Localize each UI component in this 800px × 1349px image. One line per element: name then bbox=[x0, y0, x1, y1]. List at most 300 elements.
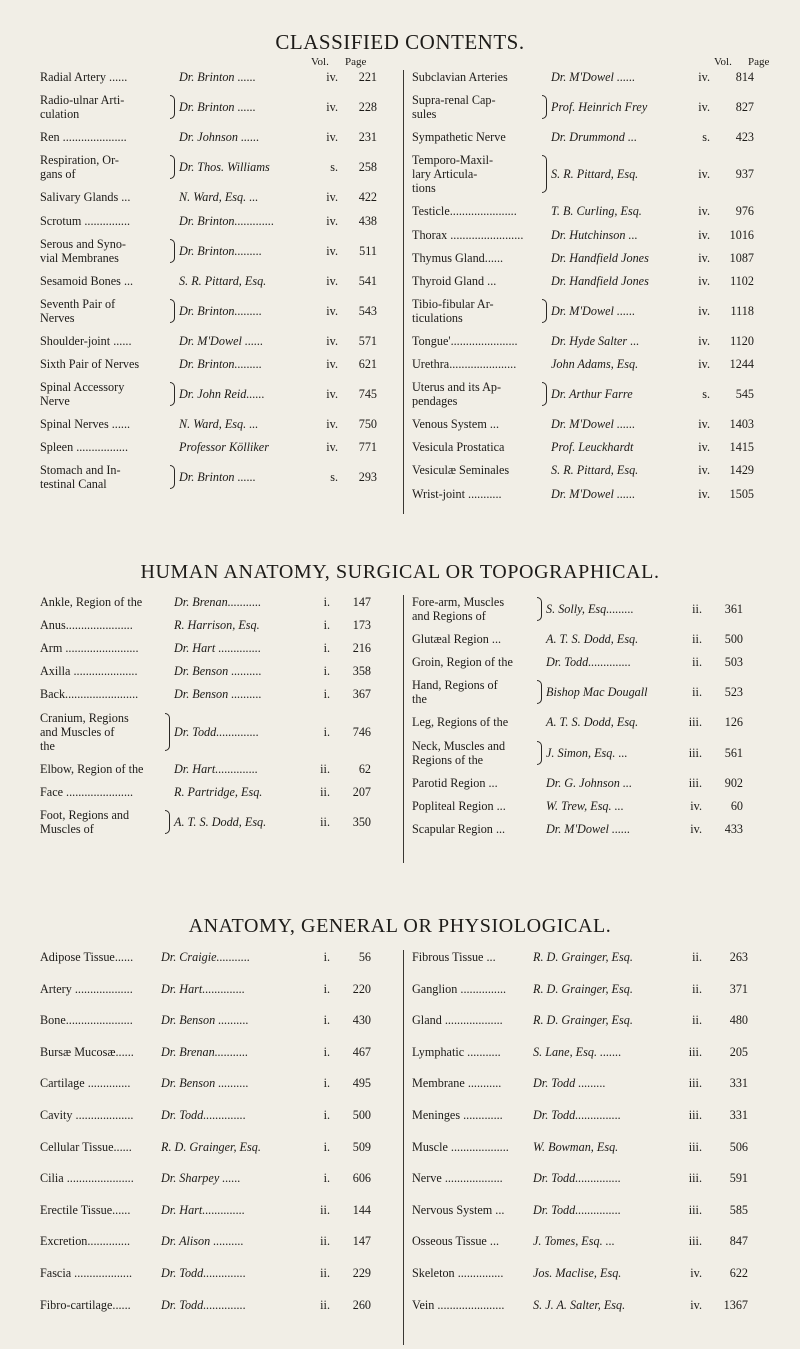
column-divider-top bbox=[403, 70, 404, 514]
entry-brace bbox=[170, 155, 175, 179]
entry-subject-line: Wrist-joint ........... bbox=[412, 486, 502, 501]
entry-page: 438 bbox=[358, 213, 377, 228]
entry-subject-line: Fore-arm, Muscles bbox=[412, 595, 505, 609]
index-entry bbox=[40, 297, 395, 325]
entry-volume: iv. bbox=[326, 213, 338, 228]
entry-volume: iii. bbox=[688, 1202, 702, 1217]
entry-volume: i. bbox=[323, 595, 330, 609]
index-entry bbox=[40, 1108, 395, 1122]
entry-volume: s. bbox=[702, 130, 710, 145]
entry-volume: iv. bbox=[326, 357, 338, 371]
entry-page: 541 bbox=[358, 273, 377, 288]
entry-page: 511 bbox=[359, 243, 377, 258]
entry-page: 591 bbox=[729, 1171, 748, 1186]
entry-subject-line: Adipose Tissue...... bbox=[40, 950, 134, 964]
entry-volume: iv. bbox=[698, 70, 710, 84]
entry-page: 827 bbox=[735, 100, 754, 115]
index-entry bbox=[40, 93, 395, 121]
section-title-general-anatomy: ANATOMY, GENERAL OR PHYSIOLOGICAL. bbox=[188, 915, 612, 937]
entry-subject bbox=[40, 982, 133, 996]
index-entry bbox=[412, 417, 767, 431]
entry-author: S. R. Pittard, Esq. bbox=[179, 273, 267, 288]
entry-subject-line: Lymphatic ........... bbox=[412, 1044, 501, 1059]
entry-volume: ii. bbox=[320, 761, 330, 776]
entry-subject bbox=[40, 1234, 130, 1248]
index-entry bbox=[412, 380, 767, 408]
entry-volume: iv. bbox=[698, 440, 710, 455]
index-entry bbox=[40, 417, 395, 431]
entry-volume: iv. bbox=[326, 243, 338, 258]
entry-subject-line: gans of bbox=[40, 167, 76, 182]
entry-subject bbox=[412, 70, 508, 84]
entry-subject-line: ticulations bbox=[412, 310, 463, 325]
entry-subject-line: Scapular Region ... bbox=[412, 821, 506, 836]
entry-page: 1016 bbox=[729, 227, 754, 242]
entry-subject bbox=[412, 1234, 499, 1248]
entry-brace bbox=[170, 465, 175, 489]
entry-author: Dr. Todd.............. bbox=[546, 655, 631, 670]
entry-page: 147 bbox=[352, 1234, 371, 1249]
entry-subject bbox=[40, 1076, 130, 1090]
entry-subject bbox=[40, 380, 124, 408]
entry-subject-line: Anus...................... bbox=[40, 618, 133, 633]
entry-subject-line: lary Articula- bbox=[412, 167, 478, 182]
entry-subject-line: Tongue'...................... bbox=[412, 333, 518, 348]
entry-subject bbox=[412, 334, 518, 348]
entry-volume: iv. bbox=[326, 273, 338, 288]
index-entry bbox=[412, 776, 767, 790]
entry-page: 571 bbox=[358, 333, 377, 348]
entry-volume: i. bbox=[323, 1139, 330, 1154]
entry-subject bbox=[412, 632, 501, 646]
entry-volume: iv. bbox=[698, 100, 710, 115]
entry-author: Dr. Benson .......... bbox=[174, 664, 262, 679]
entry-subject bbox=[40, 711, 129, 753]
entry-subject-line: Nerve bbox=[40, 394, 70, 409]
entry-subject bbox=[412, 739, 505, 767]
entry-subject bbox=[40, 274, 133, 288]
entry-author: Dr. Brinton......... bbox=[179, 357, 262, 371]
entry-brace bbox=[170, 382, 175, 406]
entry-page: 622 bbox=[729, 1266, 748, 1280]
entry-subject-line: Sixth Pair of Nerves bbox=[40, 357, 140, 371]
entry-page: 509 bbox=[352, 1139, 371, 1154]
entry-brace bbox=[170, 299, 175, 323]
entry-author: R. D. Grainger, Esq. bbox=[533, 981, 633, 996]
entry-author: Dr. Todd.............. bbox=[161, 1108, 246, 1122]
index-entry bbox=[40, 950, 395, 964]
entry-page: 144 bbox=[352, 1202, 371, 1217]
entry-subject bbox=[412, 1013, 503, 1027]
entry-page: 621 bbox=[358, 357, 377, 371]
entry-page: 976 bbox=[735, 204, 754, 219]
entry-subject-line: Vesiculæ Seminales bbox=[412, 463, 510, 478]
entry-subject-line: Cavity ................... bbox=[40, 1108, 134, 1122]
entry-subject bbox=[412, 1108, 503, 1122]
entry-page: 62 bbox=[358, 761, 371, 776]
entry-subject-line: Nervous System ... bbox=[412, 1202, 505, 1217]
index-entry bbox=[412, 334, 767, 348]
entry-subject bbox=[40, 70, 127, 84]
page-title: CLASSIFIED CONTENTS. bbox=[275, 30, 525, 54]
entry-subject-line: Urethra...................... bbox=[412, 357, 517, 371]
page-header-right: Page bbox=[748, 56, 770, 68]
entry-author: Dr. Todd ......... bbox=[533, 1076, 606, 1091]
entry-subject bbox=[40, 334, 132, 348]
entry-volume: ii. bbox=[320, 1202, 330, 1217]
entry-author: Dr. Hart .............. bbox=[174, 641, 262, 656]
entry-subject-line: Nerve ................... bbox=[412, 1171, 503, 1186]
entry-subject-line: Bone...................... bbox=[40, 1013, 133, 1028]
entry-subject bbox=[412, 228, 523, 242]
index-entry bbox=[40, 1171, 395, 1185]
entry-volume: i. bbox=[323, 1171, 330, 1186]
entry-subject bbox=[40, 1203, 130, 1217]
entry-subject-line: Tibio-fibular Ar- bbox=[412, 296, 494, 311]
entry-subject bbox=[40, 93, 124, 121]
entry-page: 1403 bbox=[729, 417, 754, 432]
entry-volume: iv. bbox=[326, 440, 338, 455]
entry-page: 331 bbox=[729, 1076, 748, 1091]
index-entry bbox=[412, 799, 767, 813]
entry-volume: iv. bbox=[326, 190, 338, 205]
entry-subject-line: culation bbox=[40, 107, 80, 122]
entry-author: R. D. Grainger, Esq. bbox=[533, 950, 633, 964]
entry-subject bbox=[412, 655, 513, 669]
entry-volume: iv. bbox=[698, 204, 710, 219]
entry-brace bbox=[170, 239, 175, 263]
entry-volume: iii. bbox=[688, 775, 702, 790]
entry-volume: iv. bbox=[698, 417, 710, 432]
entry-volume: i. bbox=[323, 981, 330, 996]
entry-author: A. T. S. Dodd, Esq. bbox=[546, 632, 639, 647]
index-entry bbox=[40, 785, 395, 799]
entry-page: 229 bbox=[352, 1266, 371, 1280]
entry-volume: iii. bbox=[688, 1076, 702, 1091]
entry-subject-line: Sympathetic Nerve bbox=[412, 130, 506, 145]
entry-subject bbox=[40, 1108, 133, 1122]
entry-subject bbox=[40, 618, 133, 632]
vol-header-left: Vol. bbox=[311, 56, 329, 68]
entry-author: Dr. Todd............... bbox=[533, 1171, 621, 1186]
index-entry bbox=[40, 357, 395, 371]
entry-subject bbox=[40, 1045, 134, 1059]
index-entry bbox=[40, 440, 395, 454]
entry-volume: iv. bbox=[326, 70, 338, 84]
entry-author: S. R. Pittard, Esq. bbox=[551, 167, 639, 182]
index-entry bbox=[40, 1013, 395, 1027]
entry-volume: iv. bbox=[698, 167, 710, 182]
entry-volume: i. bbox=[323, 641, 330, 656]
entry-author: Dr. G. Johnson ... bbox=[546, 775, 632, 790]
entry-author: Dr. Alison .......... bbox=[161, 1234, 244, 1249]
entry-page: 147 bbox=[352, 595, 371, 609]
entry-volume: ii. bbox=[692, 981, 702, 996]
entry-subject-line: Muscle ................... bbox=[412, 1139, 509, 1154]
entry-subject bbox=[40, 1266, 132, 1280]
entry-page: 503 bbox=[724, 655, 743, 670]
entry-subject-line: pendages bbox=[412, 394, 458, 409]
entry-author: Prof. Leuckhardt bbox=[551, 440, 634, 455]
index-entry bbox=[40, 664, 395, 678]
entry-volume: iv. bbox=[326, 387, 338, 402]
entry-subject-line: Nerves bbox=[40, 310, 75, 325]
index-entry bbox=[412, 982, 767, 996]
column-divider-middle bbox=[403, 595, 404, 863]
entry-page: 1429 bbox=[729, 463, 754, 478]
entry-subject-line: Popliteal Region ... bbox=[412, 798, 506, 813]
entry-subject-line: Cellular Tissue...... bbox=[40, 1139, 132, 1154]
entry-subject bbox=[40, 1013, 133, 1027]
entry-subject bbox=[412, 595, 504, 623]
entry-subject bbox=[40, 190, 130, 204]
entry-author: Dr. M'Dowel ...... bbox=[551, 417, 636, 432]
entry-subject bbox=[412, 487, 502, 501]
entry-subject bbox=[412, 822, 505, 836]
index-entry bbox=[412, 1234, 767, 1248]
entry-volume: iv. bbox=[698, 303, 710, 318]
entry-author: R. Harrison, Esq. bbox=[174, 618, 260, 633]
entry-author: W. Trew, Esq. ... bbox=[546, 798, 624, 813]
entry-subject-line: Regions of the bbox=[412, 752, 484, 767]
entry-author: Dr. Hart.............. bbox=[161, 981, 245, 996]
entry-page: 847 bbox=[729, 1234, 748, 1249]
entry-subject bbox=[40, 357, 139, 371]
entry-volume: iv. bbox=[698, 273, 710, 288]
entry-subject-line: tions bbox=[412, 181, 436, 196]
entry-subject bbox=[40, 785, 133, 799]
entry-volume: ii. bbox=[320, 814, 330, 829]
entry-author: Dr. Brinton ...... bbox=[179, 100, 256, 115]
entry-author: Dr. John Reid...... bbox=[179, 387, 265, 402]
entry-author: Dr. Benson .......... bbox=[161, 1076, 249, 1091]
entry-volume: iii. bbox=[688, 1044, 702, 1059]
entry-volume: iv. bbox=[698, 463, 710, 478]
entry-subject-line: Subclavian Arteries bbox=[412, 70, 508, 84]
entry-volume: ii. bbox=[320, 1234, 330, 1249]
entry-author: Dr. Sharpey ...... bbox=[161, 1171, 241, 1186]
entry-subject-line: Artery ................... bbox=[40, 981, 133, 996]
entry-page: 258 bbox=[358, 160, 377, 175]
entry-subject bbox=[412, 1045, 501, 1059]
entry-subject bbox=[40, 237, 126, 265]
index-entry bbox=[40, 380, 395, 408]
entry-subject-line: Shoulder-joint ...... bbox=[40, 333, 132, 348]
index-entry bbox=[412, 655, 767, 669]
entry-subject-line: Temporo-Maxil- bbox=[412, 153, 494, 168]
entry-author: Prof. Heinrich Frey bbox=[551, 100, 648, 115]
entry-brace bbox=[165, 810, 170, 834]
entry-page: 523 bbox=[724, 685, 743, 700]
entry-page: 746 bbox=[352, 724, 371, 739]
entry-subject bbox=[412, 1171, 503, 1185]
entry-subject-line: Spleen ................. bbox=[40, 440, 129, 455]
entry-subject-line: Face ...................... bbox=[40, 784, 134, 799]
entry-author: Dr. Hyde Salter ... bbox=[551, 333, 640, 348]
entry-subject-line: Muscles of bbox=[40, 821, 94, 836]
entry-subject-line: Seventh Pair of bbox=[40, 296, 116, 311]
entry-volume: iii. bbox=[688, 1234, 702, 1249]
entry-page: 1120 bbox=[730, 333, 754, 348]
entry-subject-line: Osseous Tissue ... bbox=[412, 1234, 500, 1249]
entry-subject bbox=[412, 950, 496, 964]
index-entry bbox=[40, 641, 395, 655]
entry-author: Dr. Todd.............. bbox=[161, 1297, 246, 1312]
entry-subject-line: the bbox=[412, 692, 427, 707]
entry-subject-line: Vein ...................... bbox=[412, 1297, 505, 1312]
entry-subject bbox=[412, 776, 498, 790]
entry-subject bbox=[40, 762, 143, 776]
entry-subject-line: Spinal Nerves ...... bbox=[40, 417, 131, 432]
index-entry bbox=[412, 228, 767, 242]
entry-volume: i. bbox=[323, 1013, 330, 1028]
index-entry bbox=[412, 1108, 767, 1122]
entry-subject bbox=[412, 982, 506, 996]
entry-author: Dr. Hutchinson ... bbox=[551, 227, 638, 242]
entry-author: Dr. M'Dowel ...... bbox=[179, 333, 264, 348]
entry-subject bbox=[412, 1140, 509, 1154]
entry-subject-line: Respiration, Or- bbox=[40, 153, 119, 168]
entry-volume: ii. bbox=[692, 655, 702, 670]
entry-subject bbox=[412, 274, 496, 288]
entry-author: W. Bowman, Esq. bbox=[533, 1139, 619, 1154]
entry-volume: iv. bbox=[326, 130, 338, 145]
index-entry bbox=[412, 1203, 767, 1217]
index-entry bbox=[412, 1013, 767, 1027]
entry-author: N. Ward, Esq. ... bbox=[179, 190, 259, 205]
entry-author: T. B. Curling, Esq. bbox=[551, 204, 642, 219]
index-entry bbox=[412, 822, 767, 836]
index-entry bbox=[412, 440, 767, 454]
entry-volume: i. bbox=[323, 1108, 330, 1122]
entry-page: 750 bbox=[358, 417, 377, 432]
index-entry bbox=[40, 1234, 395, 1248]
entry-page: 937 bbox=[735, 167, 754, 182]
entry-subject-line: Skeleton ............... bbox=[412, 1266, 504, 1280]
entry-subject bbox=[412, 93, 496, 121]
entry-subject bbox=[40, 297, 115, 325]
entry-subject-line: Vesicula Prostatica bbox=[412, 440, 505, 455]
entry-page: 231 bbox=[358, 130, 377, 145]
index-entry bbox=[412, 274, 767, 288]
entry-page: 1367 bbox=[723, 1297, 748, 1312]
entry-volume: s. bbox=[330, 470, 338, 485]
entry-author: J. Simon, Esq. ... bbox=[546, 745, 628, 760]
entry-page: 293 bbox=[358, 470, 377, 485]
entry-volume: iv. bbox=[698, 333, 710, 348]
entry-subject-line: Radial Artery ...... bbox=[40, 70, 128, 84]
entry-subject bbox=[412, 417, 499, 431]
entry-subject-line: sules bbox=[412, 107, 437, 122]
entry-author: Dr. Drummond ... bbox=[551, 130, 637, 145]
entry-page: 207 bbox=[352, 784, 371, 799]
entry-subject bbox=[40, 1140, 132, 1154]
entry-subject bbox=[412, 153, 493, 195]
entry-subject bbox=[412, 678, 498, 706]
entry-page: 561 bbox=[724, 745, 743, 760]
entry-page: 263 bbox=[729, 950, 748, 964]
entry-author: S. Solly, Esq......... bbox=[546, 602, 634, 616]
entry-subject bbox=[40, 687, 138, 701]
entry-subject-line: Bursæ Mucosæ...... bbox=[40, 1044, 134, 1059]
index-entry bbox=[40, 237, 395, 265]
entry-page: 220 bbox=[352, 981, 371, 996]
index-entry bbox=[412, 950, 767, 964]
entry-page: 331 bbox=[729, 1108, 748, 1122]
entry-page: 814 bbox=[735, 70, 754, 84]
entry-author: A. T. S. Dodd, Esq. bbox=[174, 814, 267, 829]
entry-author: Dr. Benson .......... bbox=[174, 687, 262, 702]
entry-page: 361 bbox=[724, 602, 743, 616]
entry-volume: i. bbox=[323, 618, 330, 633]
entry-author: Dr. Brinton ...... bbox=[179, 470, 256, 485]
entry-page: 60 bbox=[730, 798, 743, 813]
entry-page: 1118 bbox=[730, 303, 754, 318]
entry-volume: ii. bbox=[692, 950, 702, 964]
index-entry bbox=[40, 334, 395, 348]
entry-subject-line: Ganglion ............... bbox=[412, 981, 507, 996]
index-entry bbox=[40, 274, 395, 288]
entry-brace bbox=[537, 741, 542, 765]
entry-subject bbox=[412, 715, 508, 729]
entry-brace bbox=[170, 95, 175, 119]
index-entry bbox=[40, 1076, 395, 1090]
entry-author: Dr. Brenan........... bbox=[161, 1044, 249, 1059]
index-entry bbox=[412, 1045, 767, 1059]
entry-page: 371 bbox=[729, 981, 748, 996]
entry-subject-line: Sesamoid Bones ... bbox=[40, 273, 134, 288]
entry-page: 205 bbox=[729, 1044, 748, 1059]
entry-subject bbox=[40, 440, 128, 454]
entry-subject-line: Erectile Tissue...... bbox=[40, 1202, 131, 1217]
entry-author: Dr. Handfield Jones bbox=[551, 250, 649, 265]
entry-volume: ii. bbox=[320, 1297, 330, 1312]
entry-author: R. D. Grainger, Esq. bbox=[533, 1013, 633, 1028]
entry-subject-line: Groin, Region of the bbox=[412, 655, 513, 670]
index-entry bbox=[412, 1140, 767, 1154]
entry-page: 495 bbox=[352, 1076, 371, 1091]
entry-brace bbox=[165, 713, 170, 751]
entry-page: 902 bbox=[724, 775, 743, 790]
entry-subject-line: vial Membranes bbox=[40, 250, 119, 265]
entry-subject-line: Gland ................... bbox=[412, 1013, 503, 1028]
entry-volume: iii. bbox=[688, 1139, 702, 1154]
entry-subject-line: Parotid Region ... bbox=[412, 775, 498, 790]
entry-subject-line: Testicle...................... bbox=[412, 204, 517, 219]
entry-subject bbox=[412, 1203, 504, 1217]
entry-volume: ii. bbox=[692, 632, 702, 647]
entry-author: Dr. Brenan........... bbox=[174, 595, 262, 609]
entry-volume: i. bbox=[323, 724, 330, 739]
entry-brace bbox=[537, 597, 542, 621]
index-entry bbox=[412, 632, 767, 646]
entry-volume: ii. bbox=[320, 1266, 330, 1280]
entry-volume: i. bbox=[323, 664, 330, 679]
entry-subject-line: Stomach and In- bbox=[40, 463, 121, 478]
entry-author: Dr. Brinton ...... bbox=[179, 70, 256, 84]
entry-author: A. T. S. Dodd, Esq. bbox=[546, 715, 639, 730]
entry-subject-line: Cranium, Regions bbox=[40, 710, 129, 725]
entry-page: 56 bbox=[358, 950, 371, 964]
entry-page: 500 bbox=[724, 632, 743, 647]
entry-author: Dr. M'Dowel ...... bbox=[551, 486, 636, 501]
entry-page: 430 bbox=[352, 1013, 371, 1028]
index-entry bbox=[40, 130, 395, 144]
entry-subject-line: Glutæal Region ... bbox=[412, 632, 502, 647]
entry-author: Dr. Hart.............. bbox=[174, 761, 258, 776]
entry-author: Dr. M'Dowel ...... bbox=[546, 821, 631, 836]
entry-volume: iv. bbox=[690, 821, 702, 836]
